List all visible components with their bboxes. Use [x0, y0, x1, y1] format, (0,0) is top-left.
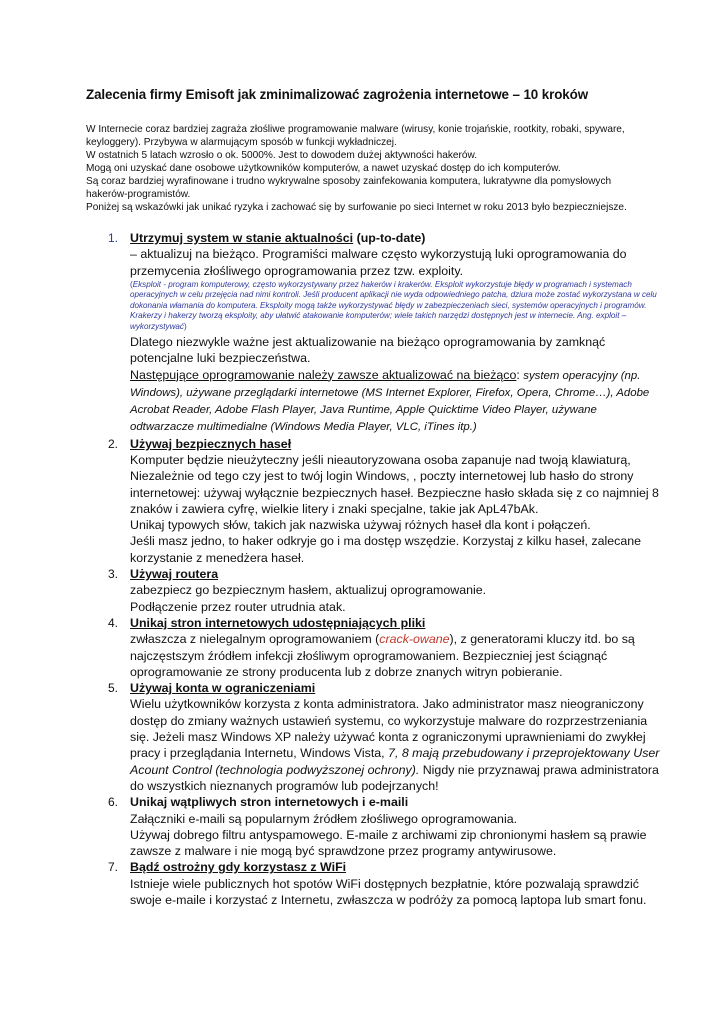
step-title: Bądź ostrożny gdy korzystasz z WiFi — [130, 860, 347, 875]
exploit-note: (Eksploit - program komputerowy, często wykorzystywany przez hakerów i krakerów. Eksploit wykorzystuje błędy w programach i systemach operacyjnych w celu przejęcia nad nimi kontroli. Jeśli producent aplikacji nie wyda odpowiedniego patcha, dziura może zostać wykorzystana w celu dokonania włamania do komputera. Eksploity mogą także wykorzystywać błędy w zabezpieczeniach sieci, systemów operacyjnych i programów. Krakerzy i hakerzy tworzą eksploity, aby ułatwić atakowanie komputerów; wiele takich narzędzi dostępnych jest w internecie. Ang. exploit – wykorzystywać) — [130, 279, 657, 331]
intro-section — [86, 123, 646, 214]
intro-paragraph: W Internecie coraz bardziej zagraża złośliwe programowanie malware (wirusy, konie trojańskie, rootkity, robaki, spyware, keyloggery). Przybywa w alarmującym sposób w funkcji wykładniczej. — [86, 124, 625, 148]
step-title: Używaj routera — [130, 567, 219, 582]
step-text: – aktualizuj na bieżąco. Programiści malware często wykorzystują luki oprogramowania do przemycenia złośliwego oprogramowania przez tzw. exploity. — [130, 247, 627, 278]
page-title: Zalecenia firmy Emisoft jak zminimalizować zagrożenia internetowe – 10 kroków — [86, 87, 589, 102]
step-number: 4. — [108, 615, 119, 630]
step-text: Używaj dobrego filtru antyspamowego. E-maile z archiwami zip chronionymi hasłem są prawie zawsze z malware i nie mogą być sprawdzone przez programy antywirusowe. — [130, 827, 647, 859]
step-number: 2. — [108, 436, 119, 451]
step-number: 7. — [108, 860, 119, 875]
step-text: Istnieje wiele publicznych hot spotów WiFi dostępnych bezpłatnie, które pozwalają sprawdzić swoje e-maile i korzystać z Internetu, zwłaszcza w podróży za pomocą laptopa lub smart fonu. — [130, 876, 647, 908]
step-heading — [130, 230, 661, 246]
step-text: zabezpiecz go bezpiecznym hasłem, aktualizuj oprogramowanie. — [130, 583, 487, 598]
step-2 — [86, 436, 661, 566]
step-number: 5. — [108, 681, 119, 696]
step-title: Używaj konta w ograniczeniami — [130, 681, 316, 696]
intro-paragraph: Poniżej są wskazówki jak unikać ryzyka i zachować się by surfowanie po sieci Internet w roku 2013 było bezpieczniejsze. — [86, 202, 627, 213]
step-text: Dlatego niezwykle ważne jest aktualizowanie na bieżąco oprogramowania by zamknąć potencjalne luki bezpieczeństwa. — [130, 334, 606, 366]
step-title: Używaj bezpiecznych haseł — [130, 436, 292, 451]
step-4 — [86, 615, 661, 680]
step-text: Podłączenie przez router utrudnia atak. — [130, 599, 346, 614]
intro-paragraph: Mogą oni uzyskać dane osobowe użytkowników komputerów, a nawet uzyskać dostęp do ich komputerów. — [86, 163, 561, 174]
step-number: 6. — [108, 795, 119, 810]
steps-list — [86, 230, 661, 908]
step-title: Unikaj wątpliwych stron internetowych i e-maili — [130, 795, 409, 810]
step-text: Komputer będzie nieużyteczny jeśli nieautoryzowana osoba zapanuje nad twoją klawiaturą, Niezależnie od tego czy jest to twój login Windows, , poczty internetowej lub hasło do strony internetowej: używaj wyłącznie bezpiecznych haseł. Bezpieczne hasło składa się z co najmniej 8 znaków i zawiera cyfrę, wielkie litery i znaki specjalne, takie jak ApL47bAk. — [130, 453, 659, 516]
exploit-note-text: Eksploit - program komputerowy, często wykorzystywany przez hakerów i krakerów. Eksploit wykorzystuje błędy w programach i systemach operacyjnych w celu przejęcia nad nimi kontroli. Jeśli producent aplikacji nie wyda odpowiedniego patcha, dziura może zostać wykorzystana w celu dokonania włamania do komputera. Eksploity mogą także wykorzystywać błędy w zabezpieczeniach sieci, systemów operacyjnych i programów. Krakerzy i hakerzy tworzą eksploity, aby ułatwić atakowanie komputerów; wiele takich narzędzi dostępnych jest w internecie. Ang. exploit – wykorzystywać — [130, 279, 657, 331]
step-3 — [86, 566, 661, 615]
step-text: Załączniki e-maili są popularnym źródłem złośliwego oprogramowania. — [130, 811, 518, 826]
crack-term: crack-owane — [379, 632, 450, 647]
step-text: Jeśli masz jedno, to haker odkryje go i ma dostęp wszędzie. Korzystaj z kilku haseł, zalecane korzystanie z menedżera haseł. — [130, 534, 642, 565]
step-number: 3. — [108, 567, 119, 582]
step-5 — [86, 680, 661, 794]
step-title-suffix: (up-to-date) — [353, 231, 426, 245]
step-text: Następujące oprogramowanie należy zawsze aktualizować na bieżąco: system operacyjny (np. Windows), używane przeglądarki internetowe (MS Internet Explorer, Firefox, Opera, Chrome…), Adobe Acrobat Reader, Adobe Flash Player, Java Runtime, Apple Quicktime Video Player, używane odtwarzacze multimedialne (Windows Media Player, VLC, iTines itp.) — [130, 367, 650, 434]
step-7 — [86, 859, 661, 908]
step-6 — [86, 794, 661, 859]
step-text: Wielu użytkowników korzysta z konta administratora. Jako administrator masz nieograniczony dostęp do zmiany ważnych ustawień systemu, co wykorzystuje malware do rozprzestrzeniania się. Jeżeli masz Windows XP należy używać konta z ograniczonymi uprawnieniami do zwykłej pracy i przeglądania Internetu, Windows Vista, 7, 8 mają przebudowany i przeprojektowany User Acount Control (technologia podwyższonej ochrony). Nigdy nie przyznawaj prawa administratora do wszystkich nieznanych programów lub podejrzanych! — [130, 697, 660, 793]
step-title: Utrzymuj system w stanie aktualności — [130, 231, 354, 245]
software-list-heading: Następujące oprogramowanie należy zawsze aktualizować na bieżąco — [130, 367, 517, 382]
step-text: Unikaj typowych słów, takich jak nazwiska używaj różnych haseł dla kont i połączeń. — [130, 518, 591, 533]
software-list: system operacyjny (np. Windows), używane przeglądarki internetowe (MS Internet Explorer, Firefox, Opera, Chrome…), Adobe Acrobat Reader, Adobe Flash Player, Java Runtime, Apple Quicktime Video Player, używane odtwarzacze multimedialne (Windows Media Player, VLC, iTines itp.) — [130, 369, 650, 434]
step-number: 1. — [108, 231, 119, 245]
step-text: zwłaszcza z nielegalnym oprogramowaniem (crack-owane), z generatorami kluczy itd. bo są najczęstszym źródłem infekcji złośliwym oprogramowaniem. Bezpieczniej jest ściągnąć oprogramowanie ze strony producenta lub z dobrze znanych witryn pobieranie. — [130, 632, 635, 679]
step-title: Unikaj stron internetowych udostępniających pliki — [130, 615, 426, 630]
uac-note: 7, 8 mają przebudowany i przeprojektowany User Acount Control (technologia podwyższonej ochrony). — [130, 746, 660, 777]
step-1 — [86, 230, 661, 436]
intro-paragraph: W ostatnich 5 latach wzrosło o ok. 5000%. Jest to dowodem dużej aktywności hakerów. — [86, 150, 478, 161]
intro-paragraph: Są coraz bardziej wyrafinowane i trudno wykrywalne sposoby zainfekowania komputera, lukratywne dla pomysłowych hakerów-programistów. — [86, 176, 612, 200]
